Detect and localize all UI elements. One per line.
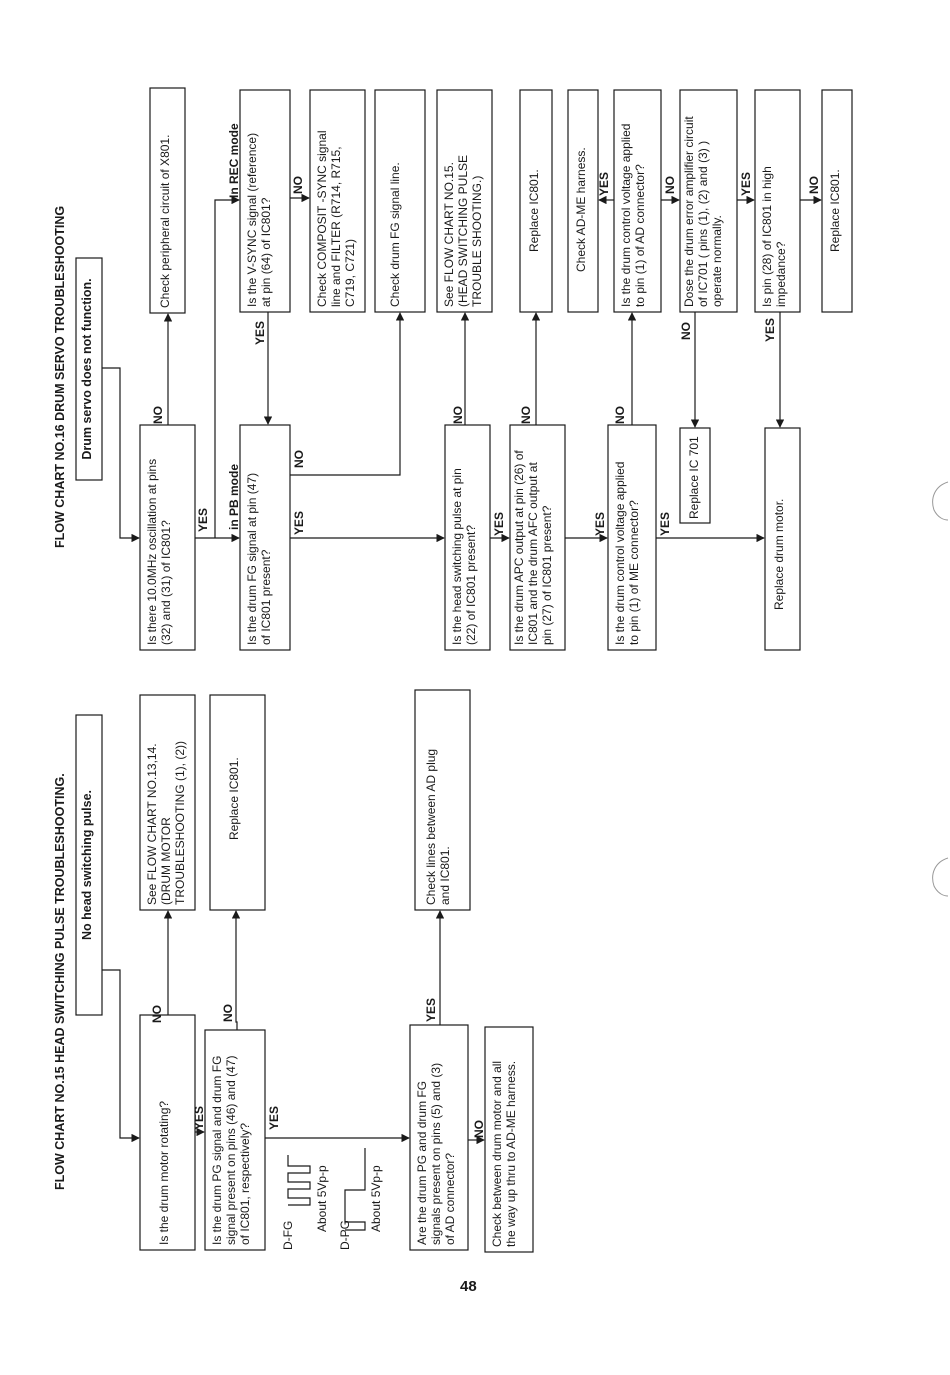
fc16-q-ic701: Dose the drum error amplifier circuit of IC701 ( pins (1), (2) and (3) ) operate normally. [682, 116, 724, 307]
fc15-q-rotating: Is the drum motor rotating? [157, 1100, 171, 1245]
fc16-start: Drum servo does not function. [80, 278, 94, 460]
fc16-yes-me: YES [658, 511, 672, 536]
fc16-see-15: See FLOW CHART NO.15. (HEAD SWITCHING PULSE TROUBLE SHOOTING.) [442, 154, 484, 307]
fc15-yes-1: YES [192, 1105, 206, 1130]
fc15-no-1: NO [150, 1005, 164, 1023]
fc15-see-13-14: See FLOW CHART NO.13,14. (DRUM MOTOR TROUBLESHOOTING (1), (2)) [145, 740, 187, 905]
fc16-pb-mode: in PB mode [227, 463, 241, 530]
fc15-q-pg-fg: Is the drum PG signal and drum FG signal present on pins (46) and (47) of IC801, respectively? [210, 1055, 252, 1245]
fc16-no-me: NO [613, 406, 627, 424]
d-pg-label: D-PG [338, 1220, 352, 1250]
fc16-yes-p28: YES [763, 317, 777, 342]
fc16-yes-apc: YES [593, 511, 607, 536]
fc16-q-osc: Is there 10.0MHz oscillation at pins (32) and (31) of IC801? [145, 458, 173, 645]
fc16-q-me: Is the drum control voltage applied to pin (1) of ME connector? [613, 461, 641, 645]
fc15-start: No head switching pulse. [80, 789, 94, 941]
fc16-q-pin28: Is pin (28) of IC801 in high impedance? [760, 166, 788, 307]
fc16-no-p28: NO [807, 176, 821, 194]
fc16-yes-osc: YES [196, 507, 210, 532]
fc16-no-apc: NO [519, 406, 533, 424]
fc16-no-vs: NO [291, 176, 305, 194]
fc15-no-3: NO [472, 1120, 486, 1138]
fc16-replace-ic801-a: Replace IC801. [527, 169, 541, 252]
fc15-replace-ic801: Replace IC801. [227, 757, 241, 840]
d-pg-waveform [345, 1148, 365, 1230]
fc15-yes-3: YES [424, 997, 438, 1022]
fc16-check-fg-line: Check drum FG signal line. [388, 162, 402, 307]
fc16-replace-ic701: Replace IC 701 [687, 436, 701, 519]
fc15-yes-2: YES [267, 1105, 281, 1130]
fc16-check-composit: Check COMPOSIT -SYNC signal line and FILTER (R714, R715, C719, C721) [315, 130, 357, 307]
fc16-q-ad: Is the drum control voltage applied to pin (1) of AD connector? [619, 123, 647, 307]
fc16-no-ic701: NO [679, 322, 693, 340]
fc15-q-ad-connector: Are the drum PG and drum FG signals present on pins (5) and (3) of AD connector? [415, 1062, 457, 1245]
fc16-rec-mode: In REC mode [227, 123, 241, 198]
fc16-title: FLOW CHART NO.16 DRUM SERVO TROUBLESHOOTING [53, 205, 67, 548]
fc15-check-harness: Check between drum motor and all the way up thru to AD-ME harness. [490, 1060, 518, 1247]
fc16-yes-ic701: YES [739, 171, 753, 196]
fc16-no-ad: NO [663, 176, 677, 194]
fc15-title: FLOW CHART NO.15 HEAD SWITCHING PULSE TROUBLESHOOTING. [53, 773, 67, 1190]
d-fg-label: D-FG [281, 1220, 295, 1250]
fc16-check-x801: Check peripheral circuit of X801. [158, 134, 172, 308]
fc16-replace-ic801-b: Replace IC801. [828, 169, 842, 252]
fc16-check-adme: Check AD-ME harness. [574, 147, 588, 272]
fc16-yes-ad: YES [597, 171, 611, 196]
fc16-q-hsw: Is the head switching pulse at pin (22) of IC801 present? [450, 468, 478, 645]
fc16-no-fg: NO [292, 450, 306, 468]
d-pg-amplitude: About 5Vp-p [369, 1165, 383, 1232]
fc16-q-apc: Is the drum APC output at pin (26) of IC801 and the drum AFC output at pin (27) of IC801 present? [512, 450, 554, 645]
fc15-no-2: NO [221, 1004, 235, 1022]
scan-artifacts [933, 482, 948, 896]
fc16-yes-hsw: YES [492, 511, 506, 536]
fc16-yes-vs: YES [253, 320, 267, 345]
d-fg-amplitude: About 5Vp-p [315, 1165, 329, 1232]
d-fg-waveform [288, 1155, 310, 1205]
page-number: 48 [460, 1278, 477, 1295]
fc15-check-ad-plug: Check lines between AD plug and IC801. [424, 748, 452, 905]
fc16-q-fg: Is the drum FG signal at pin (47) of IC801 present? [245, 472, 273, 645]
fc16-no-hsw: NO [451, 406, 465, 424]
fc16-replace-motor: Replace drum motor. [772, 498, 786, 610]
fc16-q-vsync: Is the V-SYNC signal (reference) at pin (64) of IC801? [245, 132, 273, 307]
fc16-yes-fg: YES [292, 510, 306, 535]
fc16-no-osc: NO [151, 406, 165, 424]
